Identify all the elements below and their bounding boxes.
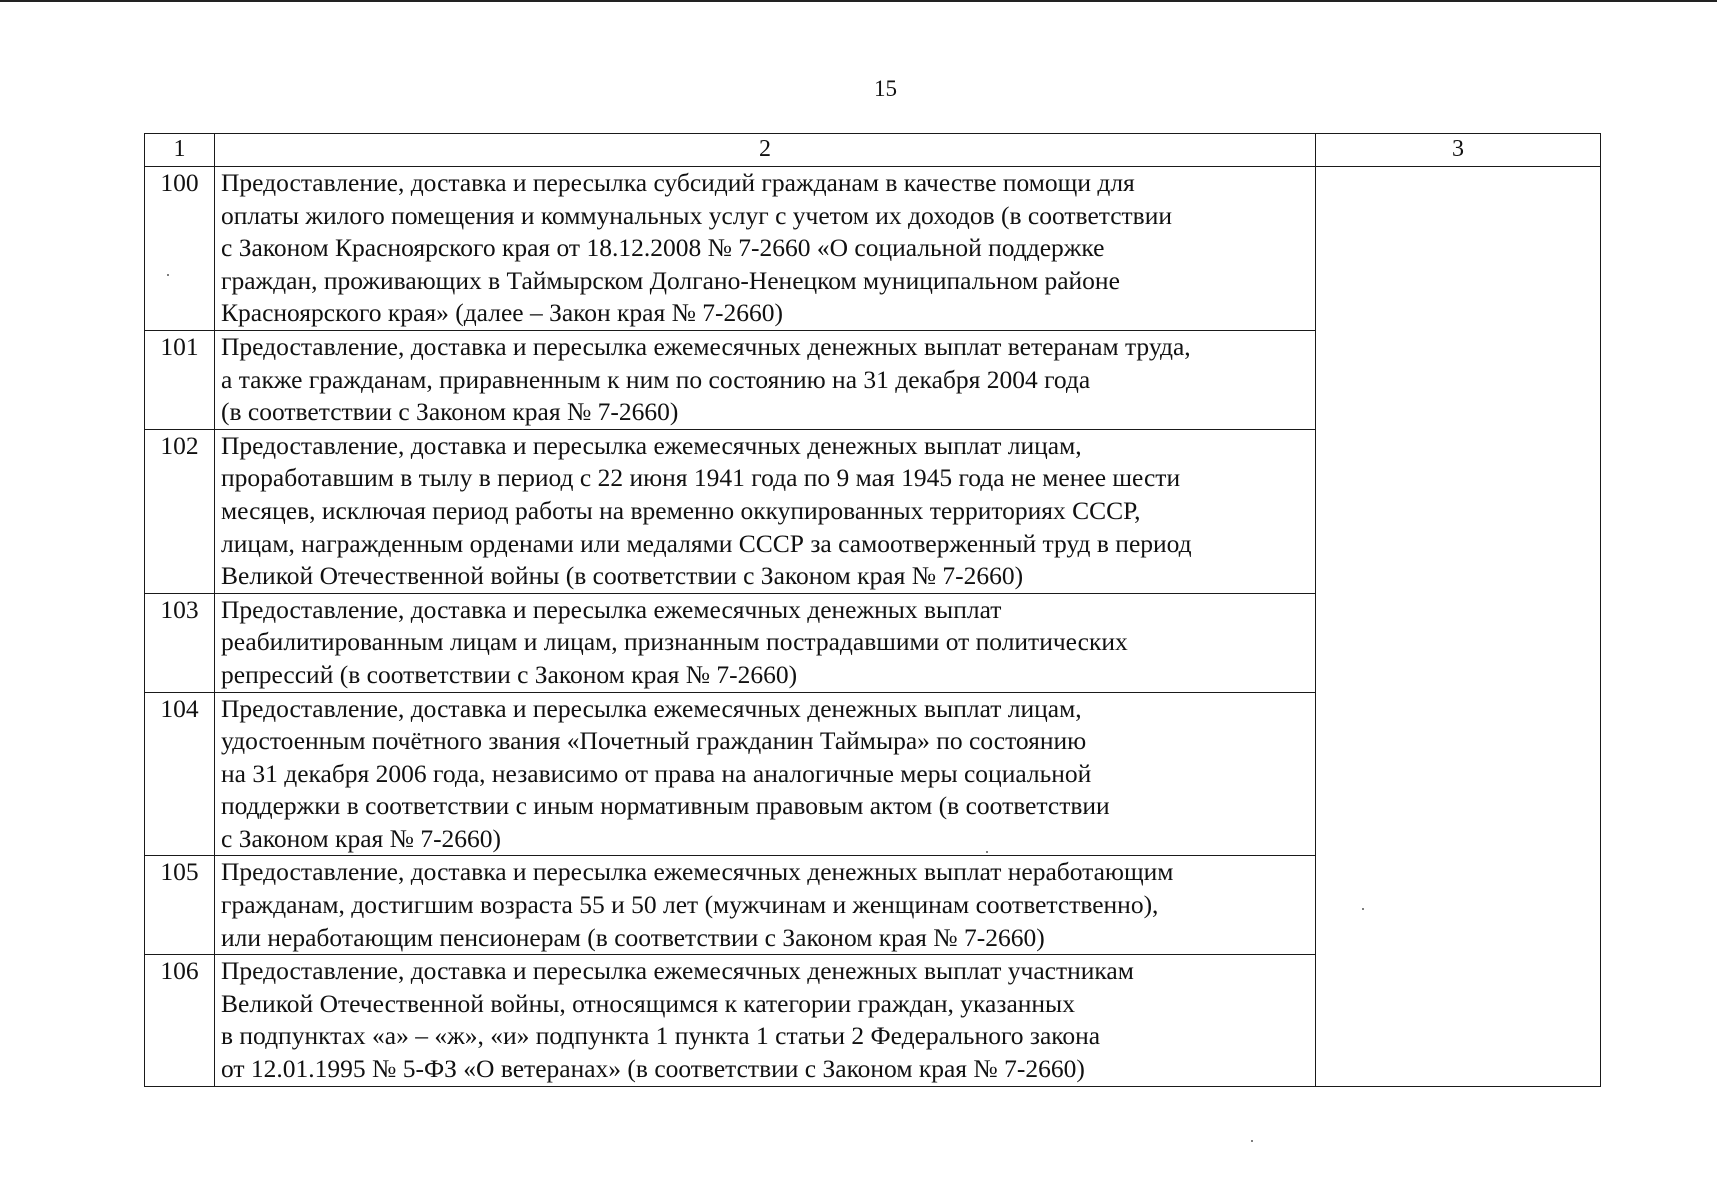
description-line: Предоставление, доставка и пересылка субсидий гражданам в качестве помощи для [221,168,1135,197]
description-line: с Законом края № 7-2660) [221,823,502,853]
description-line: Великой Отечественной войны (в соответствии с Законом края № 7-2660) [221,561,1024,591]
column-3-cell [1316,167,1601,1087]
row-description [215,330,1316,429]
description-line: Предоставление, доставка и пересылка ежемесячных денежных выплат неработающим [221,857,1174,887]
row-description [215,429,1316,593]
row-number: 103 [145,593,215,692]
row-number: 100 [145,167,215,331]
description-line: Красноярского края» (далее – Закон края № 7-2660) [221,298,784,328]
table-row [145,167,1601,331]
description-line: удостоенным почётного звания «Почетный гражданин Таймыра» по состоянию [221,726,1087,756]
row-description [215,167,1316,331]
description-line: граждан, проживающих в Таймырском Долгано-Ненецком муниципальном районе [221,265,1120,295]
description-line: Предоставление, доставка и пересылка ежемесячных денежных выплат участникам [221,956,1134,986]
row-description [215,955,1316,1086]
row-description [215,856,1316,955]
description-line: Предоставление, доставка и пересылка ежемесячных денежных выплат лицам, [221,693,1082,723]
description-line: Предоставление, доставка и пересылка ежемесячных денежных выплат [221,594,1002,624]
table-header-row [145,134,1601,167]
description-line: в подпунктах «а» – «ж», «и» подпункта 1 пункта 1 статьи 2 Федерального закона [221,1021,1101,1051]
row-number: 105 [145,856,215,955]
description-line: лицам, награжденным орденами или медалями СССР за самоотверженный труд в период [221,528,1192,558]
description-line: от 12.01.1995 № 5-ФЗ «О ветеранах» (в соответствии с Законом края № 7-2660) [221,1054,1085,1084]
description-line: на 31 декабря 2006 года, независимо от права на аналогичные меры социальной [221,758,1092,788]
column-header-1: 1 [145,134,215,167]
description-line: оплаты жилого помещения и коммунальных услуг с учетом их доходов (в соответствии [221,200,1173,230]
description-line: репрессий (в соответствии с Законом края № 7-2660) [221,659,798,689]
document-table [144,133,1601,1087]
description-line: проработавшим в тылу в период с 22 июня 1941 года по 9 мая 1945 года не менее шести [221,463,1181,493]
column-header-3: 3 [1316,134,1601,167]
description-line: Великой Отечественной войны, относящимся к категории граждан, указанных [221,988,1075,1018]
row-number: 106 [145,955,215,1086]
column-header-2: 2 [215,134,1316,167]
description-line: реабилитированным лицам и лицам, признанным пострадавшими от политических [221,627,1128,657]
row-number: 102 [145,429,215,593]
row-number: 104 [145,692,215,856]
description-line: Предоставление, доставка и пересылка ежемесячных денежных выплат лицам, [221,430,1082,460]
description-line: гражданам, достигшим возраста 55 и 50 лет (мужчинам и женщинам соответственно), [221,890,1159,920]
scan-speck [1251,1140,1253,1142]
description-line: месяцев, исключая период работы на временно оккупированных территориях СССР, [221,495,1141,525]
description-line: Предоставление, доставка и пересылка ежемесячных денежных выплат ветеранам труда, [221,331,1191,361]
scan-top-edge [0,0,1717,2]
description-line: (в соответствии с Законом края № 7-2660) [221,397,679,427]
description-line: или неработающим пенсионерам (в соответствии с Законом края № 7-2660) [221,922,1045,952]
row-description [215,692,1316,856]
page-number: 15 [874,76,897,101]
description-line: поддержки в соответствии с иным нормативным правовым актом (в соответствии [221,791,1110,821]
row-number: 101 [145,330,215,429]
description-line: с Законом Красноярского края от 18.12.2008 № 7-2660 «О социальной поддержке [221,233,1105,263]
row-description [215,593,1316,692]
description-line: а также гражданам, приравненным к ним по состоянию на 31 декабря 2004 года [221,364,1091,394]
